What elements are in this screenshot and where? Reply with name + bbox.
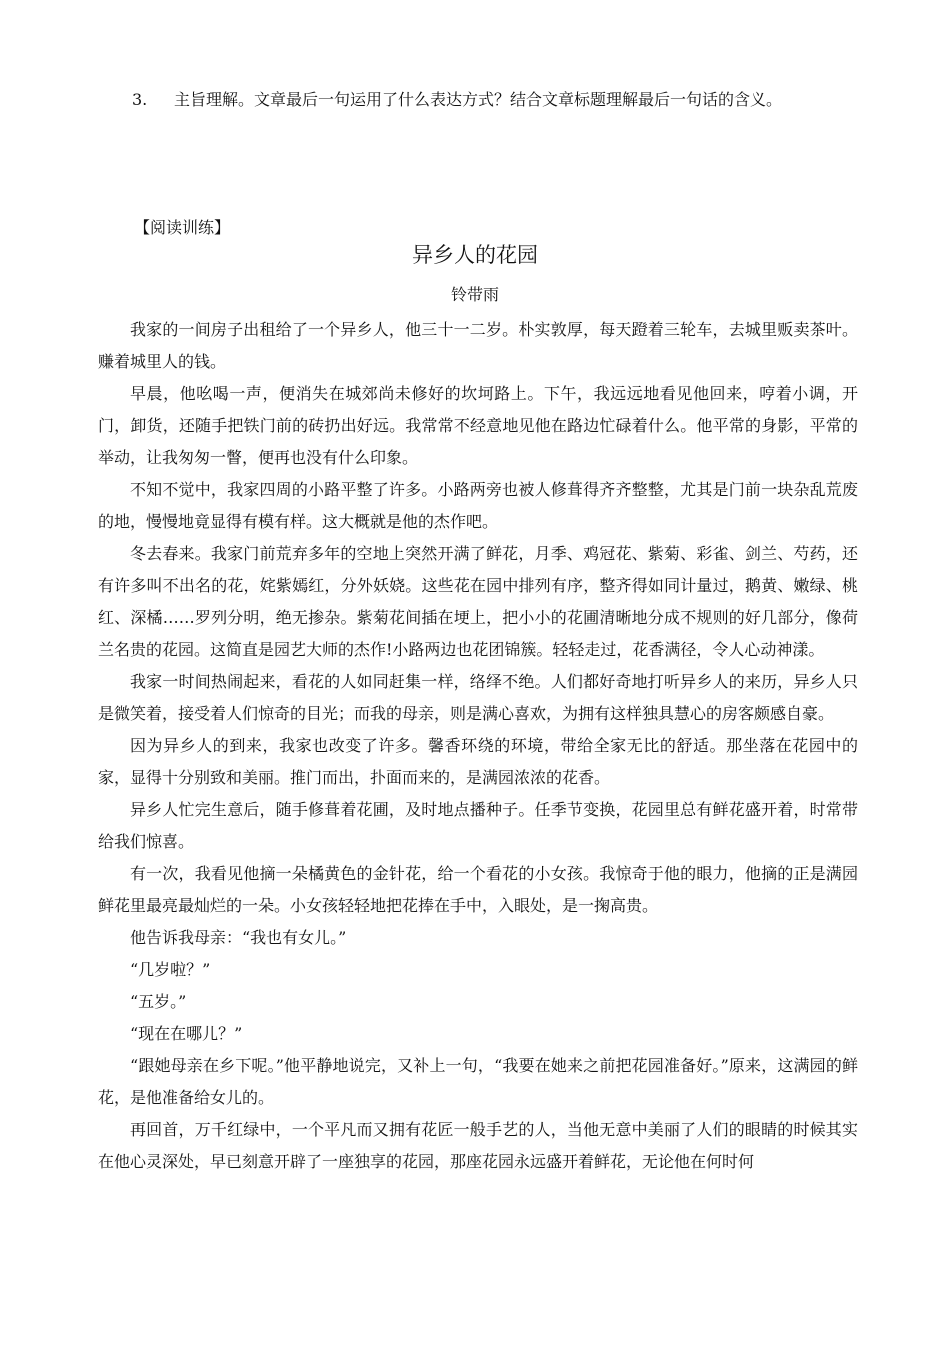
article-title: 异乡人的花园	[412, 243, 538, 267]
article-paragraph: 不知不觉中，我家四周的小路平整了许多。小路两旁也被人修葺得齐齐整整，尤其是门前一块杂乱荒废的地，慢慢地竟显得有模有样。这大概就是他的杰作吧。	[98, 480, 858, 531]
article-paragraph: 再回首，万千红绿中，一个平凡而又拥有花匠一般手艺的人，当他无意中美丽了人们的眼睛的时候其实在他心灵深处，早已刻意开辟了一座独享的花园，那座花园永远盛开着鲜花，无论他在何时何	[98, 1120, 858, 1171]
article-paragraph: 因为异乡人的到来，我家也改变了许多。馨香环绕的环境，带给全家无比的舒适。那坐落在花园中的家，显得十分别致和美丽。推门而出，扑面而来的，是满园浓浓的花香。	[98, 736, 858, 787]
question-3	[132, 88, 852, 112]
dialogue-line: “现在在哪儿？”	[130, 1024, 243, 1043]
article-paragraph: 早晨，他吆喝一声，便消失在城郊尚未修好的坎坷路上。下午，我远远地看见他回来，哼着小调，开门，卸货，还随手把铁门前的砖扔出好远。我常常不经意地见他在路边忙碌着什么。他平常的身影，平常的举动，让我匆匆一瞥，便再也没有什么印象。	[98, 384, 858, 467]
dialogue-line: “五岁。”	[130, 992, 187, 1011]
dialogue-line: “跟她母亲在乡下呢。”他平静地说完，又补上一句，“我要在她来之前把花园准备好。”原来，这满园的鲜花，是他准备给女儿的。	[98, 1056, 858, 1107]
article-paragraph: 有一次，我看见他摘一朵橘黄色的金针花，给一个看花的小女孩。我惊奇于他的眼力，他摘的正是满园鲜花里最亮最灿烂的一朵。小女孩轻轻地把花捧在手中，入眼处，是一掬高贵。	[98, 864, 858, 915]
dialogue-line: 他告诉我母亲：“我也有女儿。”	[130, 928, 347, 947]
question-number: 3.	[132, 90, 148, 109]
article-paragraph: 我家一时间热闹起来，看花的人如同赶集一样，络绎不绝。人们都好奇地打听异乡人的来历，异乡人只是微笑着，接受着人们惊奇的目光；而我的母亲，则是满心喜欢，为拥有这样独具慧心的房客颇感自豪。	[98, 672, 858, 723]
article-author: 铃带雨	[450, 285, 499, 304]
article-paragraph: 异乡人忙完生意后，随手修葺着花圃，及时地点播种子。任季节变换，花园里总有鲜花盛开着，时常带给我们惊喜。	[98, 800, 858, 851]
section-label: 【阅读训练】	[134, 218, 231, 237]
article-paragraph: 冬去春来。我家门前荒弃多年的空地上突然开满了鲜花，月季、鸡冠花、紫菊、彩雀、剑兰、芍药，还有许多叫不出名的花，姹紫嫣红，分外妖娆。这些花在园中排列有序，整齐得如同计量过，鹅黄、嫩绿、桃红、深橘……罗列分明，绝无掺杂。紫菊花间插在埂上，把小小的花圃清晰地分成不规则的好几部分，像荷兰名贵的花园。这简直是园艺大师的杰作!小路两边也花团锦簇。轻轻走过，花香满径，令人心动神漾。	[98, 544, 858, 659]
article-paragraph: 我家的一间房子出租给了一个异乡人，他三十一二岁。朴实敦厚，每天蹬着三轮车，去城里贩卖茶叶。赚着城里人的钱。	[98, 320, 858, 371]
article-body	[98, 314, 858, 1178]
question-text: 主旨理解。文章最后一句运用了什么表达方式？结合文章标题理解最后一句话的含义。	[174, 90, 783, 109]
dialogue-line: “几岁啦？”	[130, 960, 211, 979]
